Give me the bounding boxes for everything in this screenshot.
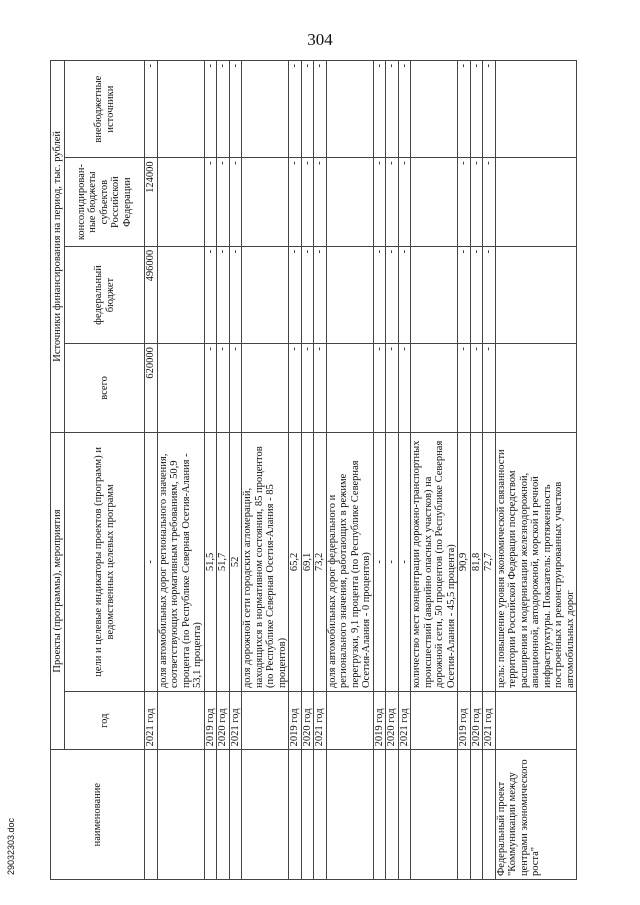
row-federal <box>495 246 577 343</box>
row-total: 620000 <box>145 344 158 433</box>
table-row <box>398 61 411 880</box>
table-row <box>458 61 471 880</box>
row-regional: - <box>470 158 483 247</box>
row-total: - <box>217 344 230 433</box>
row-name <box>229 750 242 880</box>
header-name: наименование <box>51 750 145 880</box>
row-federal: - <box>301 246 314 343</box>
row-regional <box>242 158 289 247</box>
row-regional: - <box>301 158 314 247</box>
row-extra: - <box>398 61 411 158</box>
row-year <box>326 692 373 750</box>
row-federal: - <box>386 246 399 343</box>
row-extra: - <box>483 61 496 158</box>
row-regional: - <box>229 158 242 247</box>
row-year: 2019 год <box>204 692 217 750</box>
row-regional <box>411 158 458 247</box>
row-goal: доля автомобильных дорог федерального и регионального значения, работающих в режиме перегрузки, 9,1 процента (по Республике Северная Осетия-Алания - 0 процентов) <box>326 432 373 691</box>
row-year: 2021 год <box>145 692 158 750</box>
row-extra: - <box>289 61 302 158</box>
row-regional: - <box>217 158 230 247</box>
row-regional <box>326 158 373 247</box>
header-regional: консолидирован-ные бюджеты субъектов Российской Федерации <box>65 158 145 247</box>
header-goals: цели и целевые индикаторы проектов (программ) и ведомственных целевых программ <box>65 432 145 691</box>
financing-table-rotated <box>50 60 635 880</box>
table-row <box>386 61 399 880</box>
table-row <box>373 61 386 880</box>
row-extra <box>157 61 204 158</box>
row-regional: - <box>373 158 386 247</box>
row-goal: - <box>398 432 411 691</box>
header-sources-group: Источники финансирования на период, тыс. рублей <box>51 61 65 433</box>
row-extra <box>495 61 577 158</box>
row-federal <box>411 246 458 343</box>
row-name <box>289 750 302 880</box>
row-federal: - <box>483 246 496 343</box>
row-extra <box>326 61 373 158</box>
row-name <box>398 750 411 880</box>
row-goal: - <box>145 432 158 691</box>
row-total: - <box>229 344 242 433</box>
row-year: 2019 год <box>373 692 386 750</box>
table-row <box>326 61 373 880</box>
row-name <box>458 750 471 880</box>
row-federal: - <box>289 246 302 343</box>
row-regional: - <box>398 158 411 247</box>
row-year <box>242 692 289 750</box>
table-row <box>242 61 289 880</box>
page-number: 304 <box>307 30 333 49</box>
table-row <box>411 61 458 880</box>
row-goal: цель: повышение уровня экономической связанности территории Российской Федерации посредством расширения и модернизации железнодорожной, авиационной, автодорожной, морской и речной инфраструктуры. Показатель: протяженность построенных и реконструированных участков автомобильных дорог <box>495 432 577 691</box>
financing-table <box>50 60 577 880</box>
row-total <box>157 344 204 433</box>
row-goal: количество мест концентрации дорожно-транспортных происшествий (аварийно опасных участков) на дорожной сети, 50 процентов (по Республике Северная Осетия-Алания - 45,5 процента) <box>411 432 458 691</box>
row-name <box>301 750 314 880</box>
row-regional <box>157 158 204 247</box>
row-federal: 496000 <box>145 246 158 343</box>
row-federal: - <box>470 246 483 343</box>
row-extra: - <box>314 61 327 158</box>
row-federal: - <box>398 246 411 343</box>
file-code: 29032303.doc <box>6 817 16 875</box>
row-total: - <box>373 344 386 433</box>
row-federal: - <box>373 246 386 343</box>
row-goal: 73,2 <box>314 432 327 691</box>
row-total: - <box>204 344 217 433</box>
row-name <box>204 750 217 880</box>
row-name <box>326 750 373 880</box>
row-total <box>242 344 289 433</box>
header-extra: внебюджетные источники <box>65 61 145 158</box>
row-goal: доля дорожной сети городских агломераций, находящихся в нормативном состоянии, 85 процентов (по Республике Северная Осетия-Алания - 85 процентов) <box>242 432 289 691</box>
table-row <box>470 61 483 880</box>
row-total: - <box>470 344 483 433</box>
table-row <box>495 61 577 880</box>
row-name <box>411 750 458 880</box>
row-year: 2019 год <box>289 692 302 750</box>
row-federal <box>326 246 373 343</box>
row-extra: - <box>229 61 242 158</box>
row-year: 2021 год <box>483 692 496 750</box>
row-federal: - <box>217 246 230 343</box>
table-row <box>229 61 242 880</box>
row-regional <box>495 158 577 247</box>
row-year: 2020 год <box>301 692 314 750</box>
row-goal: доля автомобильных дорог регионального значения, соответствующих нормативным требованиям, 50,9 процента (по Республике Северная Осетия-Алания - 53,1 процента) <box>157 432 204 691</box>
header-total: всего <box>65 344 145 433</box>
row-federal: - <box>458 246 471 343</box>
row-total: - <box>301 344 314 433</box>
row-goal: 65,2 <box>289 432 302 691</box>
table-row <box>314 61 327 880</box>
row-extra <box>411 61 458 158</box>
row-regional: 124000 <box>145 158 158 247</box>
row-regional: - <box>483 158 496 247</box>
row-goal: 72,7 <box>483 432 496 691</box>
row-name <box>314 750 327 880</box>
row-name <box>386 750 399 880</box>
row-total: - <box>289 344 302 433</box>
row-goal: 51,5 <box>204 432 217 691</box>
row-year: 2020 год <box>386 692 399 750</box>
row-year: 2021 год <box>229 692 242 750</box>
row-total: - <box>483 344 496 433</box>
row-name <box>373 750 386 880</box>
row-total <box>326 344 373 433</box>
row-year: 2021 год <box>398 692 411 750</box>
table-row <box>217 61 230 880</box>
row-regional: - <box>204 158 217 247</box>
row-goal: 51,7 <box>217 432 230 691</box>
row-goal: 90,9 <box>458 432 471 691</box>
row-year <box>411 692 458 750</box>
row-extra: - <box>458 61 471 158</box>
row-total: - <box>398 344 411 433</box>
row-total <box>495 344 577 433</box>
row-total: - <box>314 344 327 433</box>
row-extra: - <box>301 61 314 158</box>
row-year: 2020 год <box>217 692 230 750</box>
row-regional: - <box>289 158 302 247</box>
row-extra: - <box>217 61 230 158</box>
table-row <box>289 61 302 880</box>
row-total <box>411 344 458 433</box>
row-name <box>483 750 496 880</box>
row-extra: - <box>373 61 386 158</box>
row-extra: - <box>145 61 158 158</box>
row-year <box>495 692 577 750</box>
row-extra: - <box>470 61 483 158</box>
row-year: 2019 год <box>458 692 471 750</box>
table-row <box>157 61 204 880</box>
row-federal: - <box>204 246 217 343</box>
row-regional: - <box>386 158 399 247</box>
header-year: год <box>65 692 145 750</box>
row-federal <box>242 246 289 343</box>
row-federal <box>157 246 204 343</box>
row-goal: - <box>386 432 399 691</box>
row-year: 2021 год <box>314 692 327 750</box>
row-name <box>217 750 230 880</box>
table-row <box>145 61 158 880</box>
table-row <box>301 61 314 880</box>
row-extra: - <box>204 61 217 158</box>
table-row <box>204 61 217 880</box>
row-extra: - <box>386 61 399 158</box>
row-name <box>470 750 483 880</box>
row-regional: - <box>314 158 327 247</box>
row-goal: 69,1 <box>301 432 314 691</box>
row-year <box>157 692 204 750</box>
row-name <box>242 750 289 880</box>
row-extra <box>242 61 289 158</box>
row-name <box>145 750 158 880</box>
header-federal: федеральный бюджет <box>65 246 145 343</box>
table-row <box>483 61 496 880</box>
row-total: - <box>386 344 399 433</box>
row-federal: - <box>314 246 327 343</box>
row-goal: 81,8 <box>470 432 483 691</box>
row-total: - <box>458 344 471 433</box>
row-name: Федеральный проект "Коммуникации между центрами экономического роста" <box>495 750 577 880</box>
row-goal: - <box>373 432 386 691</box>
row-regional: - <box>458 158 471 247</box>
row-year: 2020 год <box>470 692 483 750</box>
row-federal: - <box>229 246 242 343</box>
row-goal: 52 <box>229 432 242 691</box>
row-name <box>157 750 204 880</box>
header-projects-group: Проекты (программы), мероприятия <box>51 432 65 750</box>
